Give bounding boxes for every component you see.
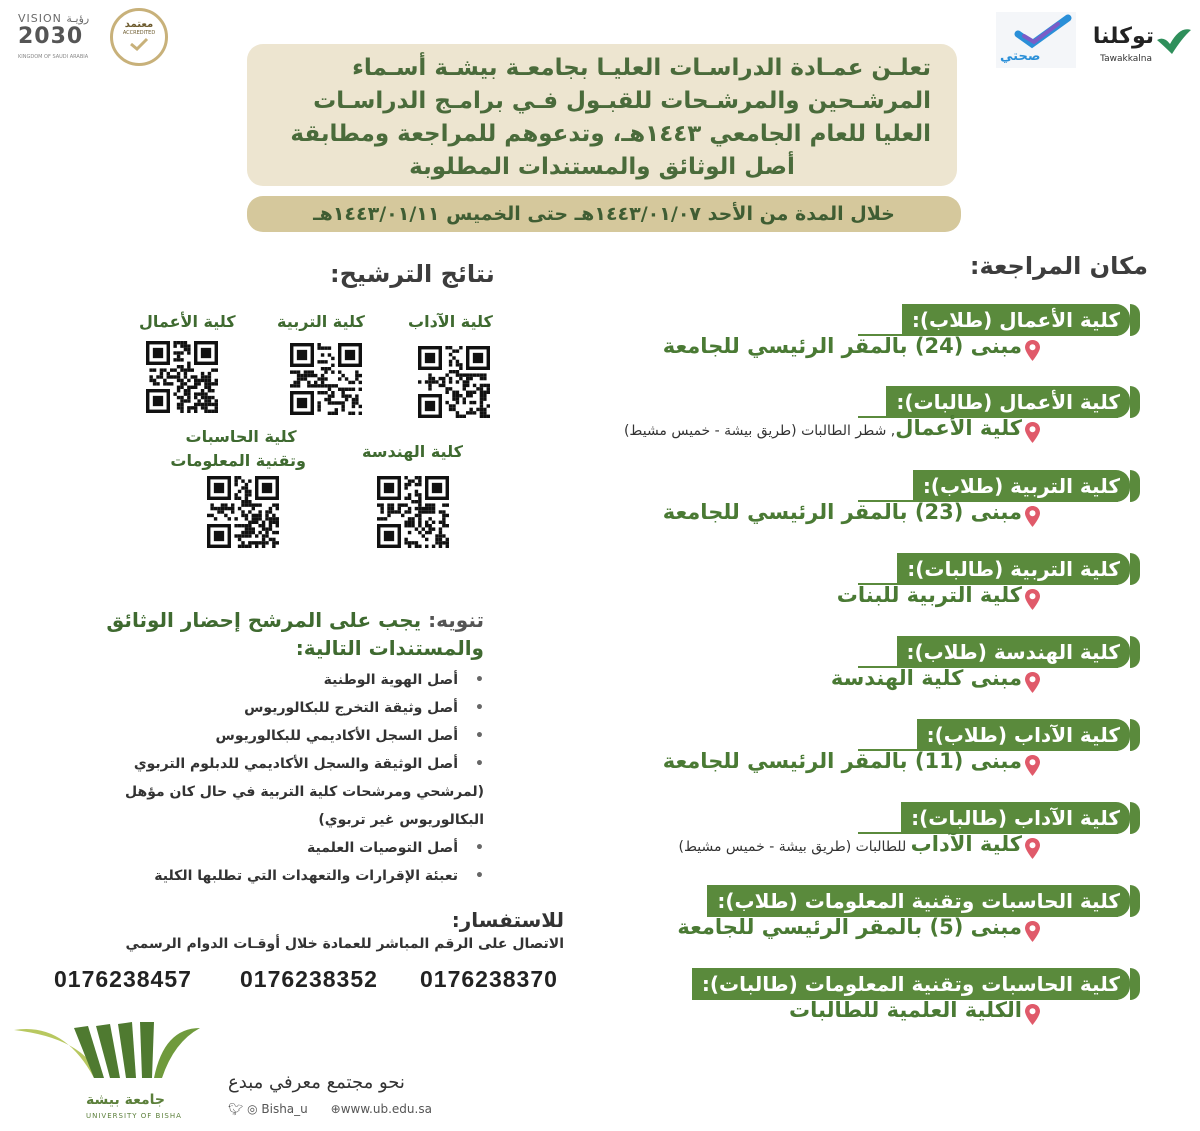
- location-place-text: مبنى كلية الهندسة: [830, 666, 1022, 690]
- qr-code-engineering[interactable]: [377, 476, 449, 548]
- location-college-tag: كلية الأعمال (طلاب):: [902, 304, 1130, 336]
- globe-icon: ⊕: [330, 1102, 341, 1116]
- location-pin-icon: [1025, 755, 1040, 776]
- twitter-icon[interactable]: 🐦︎: [228, 1102, 244, 1116]
- university-logo: [14, 1018, 200, 1126]
- qr-code-computing[interactable]: [207, 476, 279, 548]
- announcement-box: [247, 44, 957, 186]
- footer-social: [228, 1102, 432, 1116]
- sehhaty-logo: [996, 12, 1076, 68]
- qr-label-arts: كلية الآداب: [408, 312, 493, 331]
- announcement-line: العليا للعام الجامعي ١٤٤٣هـ، وتدعوهم للمراجعة ومطابقة: [290, 121, 931, 147]
- phone-number[interactable]: 0176238352: [240, 966, 378, 992]
- location-pin-icon: [1025, 1004, 1040, 1025]
- location-place: [831, 666, 1022, 690]
- phone-number[interactable]: 0176238457: [54, 966, 192, 992]
- qr-code-education[interactable]: [290, 343, 362, 415]
- announcement-line: المرشـحين والمرشـحات للقبـول فـي برامـج الدراسـات: [313, 88, 931, 114]
- location-place: [837, 583, 1022, 607]
- location-place-text: مبنى (11) بالمقر الرئيسي للجامعة: [662, 749, 1022, 773]
- sehhaty-text: صحتي: [1000, 49, 1041, 64]
- location-place-text: الكلية العلمية للطالبات: [789, 998, 1022, 1022]
- qr-label-engineering: كلية الهندسة: [362, 442, 463, 461]
- location-place: [663, 500, 1022, 524]
- announcement-line: أصل الوثائق والمستندات المطلوبة: [409, 154, 795, 180]
- location-place: [624, 416, 1022, 440]
- notice-keyword: تنويه:: [428, 608, 484, 632]
- location-college-tag: كلية الآداب (طالبات):: [901, 802, 1130, 834]
- location-place-text: كلية الآداب: [910, 832, 1022, 856]
- location-pin-icon: [1025, 589, 1040, 610]
- required-document-item: • أصل وثيقة التخرج للبكالوريوس: [84, 694, 484, 722]
- accredited-ar-text: معتمد: [124, 19, 154, 30]
- review-locations-title: مكان المراجعة:: [969, 252, 1148, 280]
- location-place: [789, 998, 1022, 1022]
- tawakkalna-en-text: Tawakkalna: [1100, 54, 1152, 64]
- instagram-icon[interactable]: ◎: [247, 1102, 258, 1116]
- qr-label-education: كلية التربية: [277, 312, 365, 331]
- university-name-en: UNIVERSITY OF BISHA: [86, 1112, 182, 1120]
- location-college-tag: كلية التربية (طلاب):: [913, 470, 1130, 502]
- qr-label-computing: [170, 425, 306, 473]
- notice-line1: يجب على المرشح إحضار الوثائق: [106, 608, 429, 632]
- qr-code-business[interactable]: [146, 341, 218, 413]
- location-note: , شطر الطالبات (طريق بيشة - خميس مشيط): [623, 423, 896, 439]
- vision-year-text: 2030: [18, 24, 84, 49]
- location-college-tag: كلية التربية (طالبات):: [897, 553, 1130, 585]
- announcement-line: تعلـن عمـادة الدراسـات العليـا بجامعـة بيشـة أسـماء: [352, 55, 931, 81]
- required-document-item: • أصل الهوية الوطنية: [84, 666, 484, 694]
- accredited-en-text: ACCREDITED: [122, 30, 156, 36]
- accredited-badge: [110, 8, 168, 66]
- required-document-item: • تعبئة الإقرارات والتعهدات التي تطلبها الكلية: [84, 862, 484, 890]
- location-place-text: كلية الأعمال: [895, 416, 1022, 440]
- location-place-text: مبنى (24) بالمقر الرئيسي للجامعة: [662, 334, 1022, 358]
- location-pin-icon: [1025, 672, 1040, 693]
- vision-2030-logo: [10, 12, 96, 64]
- required-document-item: البكالوريوس غير تربوي): [318, 812, 484, 828]
- required-documents-list: [84, 666, 484, 890]
- website-link[interactable]: www.ub.edu.sa: [340, 1102, 432, 1116]
- social-handle[interactable]: Bisha_u: [261, 1102, 308, 1116]
- location-pin-icon: [1025, 506, 1040, 527]
- location-college-tag: كلية الآداب (طلاب):: [917, 719, 1130, 751]
- required-document-item: • أصل السجل الأكاديمي للبكالوريوس: [84, 722, 484, 750]
- qr-code-arts[interactable]: [418, 346, 490, 418]
- qr-label-computing-line2: وتقنية المعلومات: [170, 451, 306, 470]
- location-pin-icon: [1025, 921, 1040, 942]
- tawakkalna-check-icon: [1154, 22, 1194, 58]
- qr-label-business: كلية الأعمال: [139, 312, 236, 331]
- location-place: [663, 749, 1022, 773]
- inquiry-title: للاستفسار:: [451, 908, 564, 932]
- results-title: نتائج الترشيح:: [330, 260, 495, 288]
- review-period-bar: خلال المدة من الأحد ١٤٤٣/٠١/٠٧هـ حتى الخميس ١٤٤٣/٠١/١١هـ: [247, 196, 961, 232]
- footer-motto: نحو مجتمع معرفي مبدع: [228, 1072, 405, 1093]
- location-place: [677, 915, 1022, 939]
- location-college-tag: كلية الأعمال (طالبات):: [886, 386, 1130, 418]
- location-note: للطالبات (طريق بيشة - خميس مشيط): [678, 839, 911, 855]
- tawakkalna-ar-text: توكلنا: [1092, 24, 1154, 49]
- required-document-item: (لمرشحي ومرشحات كلية التربية في حال كان مؤهل: [125, 784, 484, 800]
- location-pin-icon: [1025, 838, 1040, 859]
- location-college-tag: كلية الحاسبات وتقنية المعلومات (طلاب):: [707, 885, 1130, 917]
- notice-title: [104, 606, 484, 662]
- location-place-text: مبنى (5) بالمقر الرئيسي للجامعة: [677, 915, 1022, 939]
- accredited-check-icon: [129, 37, 149, 51]
- location-place-text: كلية التربية للبنات: [836, 583, 1022, 607]
- location-college-tag: كلية الحاسبات وتقنية المعلومات (طالبات):: [692, 968, 1130, 1000]
- location-college-tag: كلية الهندسة (طلاب):: [897, 636, 1131, 668]
- university-name-ar: جامعة بيشة: [86, 1092, 165, 1108]
- location-pin-icon: [1025, 340, 1040, 361]
- sehhaty-check-icon: [1014, 14, 1074, 50]
- notice-line2: والمستندات التالية:: [295, 636, 484, 660]
- location-place-text: مبنى (23) بالمقر الرئيسي للجامعة: [662, 500, 1022, 524]
- vision-kingdom-text: KINGDOM OF SAUDI ARABIA: [18, 54, 89, 60]
- university-leaves-icon: [14, 1018, 200, 1088]
- location-place: [663, 334, 1022, 358]
- tawakkalna-logo: [1082, 18, 1194, 68]
- required-document-item: • أصل الوثيقة والسجل الأكاديمي للدبلوم التربوي: [84, 750, 484, 778]
- inquiry-text: الاتصال على الرقم المباشر للعمادة خلال أوقـات الدوام الرسمي: [125, 936, 564, 952]
- location-place: [679, 832, 1022, 856]
- location-pin-icon: [1025, 422, 1040, 443]
- vision-top-text: VISION رؤيـة: [18, 12, 90, 25]
- qr-label-computing-line1: كلية الحاسبات: [185, 427, 297, 446]
- required-document-item: • أصل التوصيات العلمية: [84, 834, 484, 862]
- phone-number[interactable]: 0176238370: [420, 966, 558, 992]
